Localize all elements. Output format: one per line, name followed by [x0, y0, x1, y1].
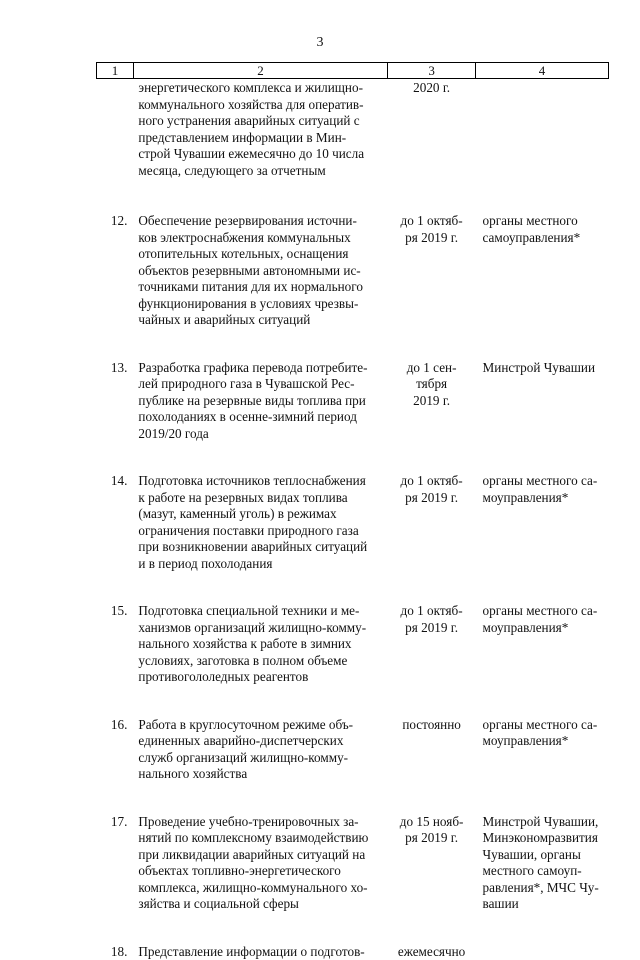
responsible-text: органы местного самоуправления* [483, 213, 609, 246]
plan-table [96, 62, 609, 960]
deadline-text: до 15 нояб- ря 2019 г. [388, 814, 476, 847]
responsible-text: Минстрой Чувашии [483, 360, 609, 377]
table-row [97, 603, 609, 717]
responsible-text: органы местного са- моуправления* [483, 473, 609, 506]
table-row [97, 814, 609, 944]
page-number: 3 [0, 35, 640, 51]
table-row [97, 473, 609, 603]
deadline-text: до 1 октяб- ря 2019 г. [388, 213, 476, 246]
task-text: Обеспечение резервирования источни- ков электроснабжения коммунальных отопительных котельных, оснащения объектов резервными автономными ис- точниками питания для их нормального функционирования в условиях чрезвы- чайных и аварийных ситуаций [138, 213, 381, 329]
row-number: 18. [97, 944, 134, 960]
deadline-text: ежемесячно [388, 944, 476, 960]
table-row [97, 360, 609, 474]
row-number [97, 79, 134, 214]
task-text: Разработка графика перевода потребите- лей природного газа в Чувашской Рес- публике на резервные виды топлива при похолоданиях в осенне-зимний период 2019/20 года [138, 360, 381, 443]
row-number: 17. [97, 814, 134, 944]
task-text: Подготовка специальной техники и ме- ханизмов организаций жилищно-комму- нального хозяйства к работе в зимних условиях, заготовка в полном объеме противогололедных реагентов [138, 603, 381, 686]
deadline-text: постоянно [388, 717, 476, 734]
row-number: 12. [97, 213, 134, 360]
task-text: Работа в круглосуточном режиме объ- единенных аварийно-диспетчерских служб организаций жилищно-комму- нального хозяйства [138, 717, 381, 783]
table-row [97, 79, 609, 214]
deadline-text: до 1 октяб- ря 2019 г. [388, 473, 476, 506]
row-number: 16. [97, 717, 134, 814]
row-number: 14. [97, 473, 134, 603]
row-number: 15. [97, 603, 134, 717]
task-text: Проведение учебно-тренировочных за- нятий по комплексному взаимодействию при ликвидации аварийных ситуаций на объектах топливно-энергетического комплекса, жилищно-коммунального хо- зяйства и социальной сферы [138, 814, 381, 913]
table-row [97, 717, 609, 814]
responsible-text: Минстрой Чувашии, Минэкономразвития Чувашии, органы местного самоуп- равления*, МЧС Чу- вашии [483, 814, 609, 913]
table-header-row [97, 63, 609, 79]
task-text: Подготовка источников теплоснабжения к работе на резервных видах топлива (мазут, каменный уголь) в режимах ограничения поставки природного газа при возникновении аварийных ситуаций и в период похолодания [138, 473, 381, 572]
table-row [97, 944, 609, 960]
responsible-text: органы местного са- моуправления* [483, 603, 609, 636]
column-header-deadline: 3 [388, 63, 476, 79]
table-row [97, 213, 609, 360]
responsible-text: органы местного са- моуправления* [483, 717, 609, 750]
task-text: энергетического комплекса и жилищно- коммунального хозяйства для оператив- ного устранения аварийных ситуаций с представлением информации в Мин- строй Чувашии ежемесячно до 10 числа месяца, следующего за отчетным [138, 80, 381, 179]
task-text: Представление информации о подготов- [138, 944, 381, 960]
deadline-text: до 1 октяб- ря 2019 г. [388, 603, 476, 636]
deadline-text: 2020 г. [388, 80, 476, 97]
column-header-task: 2 [133, 63, 387, 79]
deadline-text: до 1 сен- тября 2019 г. [388, 360, 476, 410]
column-header-number: 1 [97, 63, 134, 79]
column-header-responsible: 4 [476, 63, 609, 79]
row-number: 13. [97, 360, 134, 474]
